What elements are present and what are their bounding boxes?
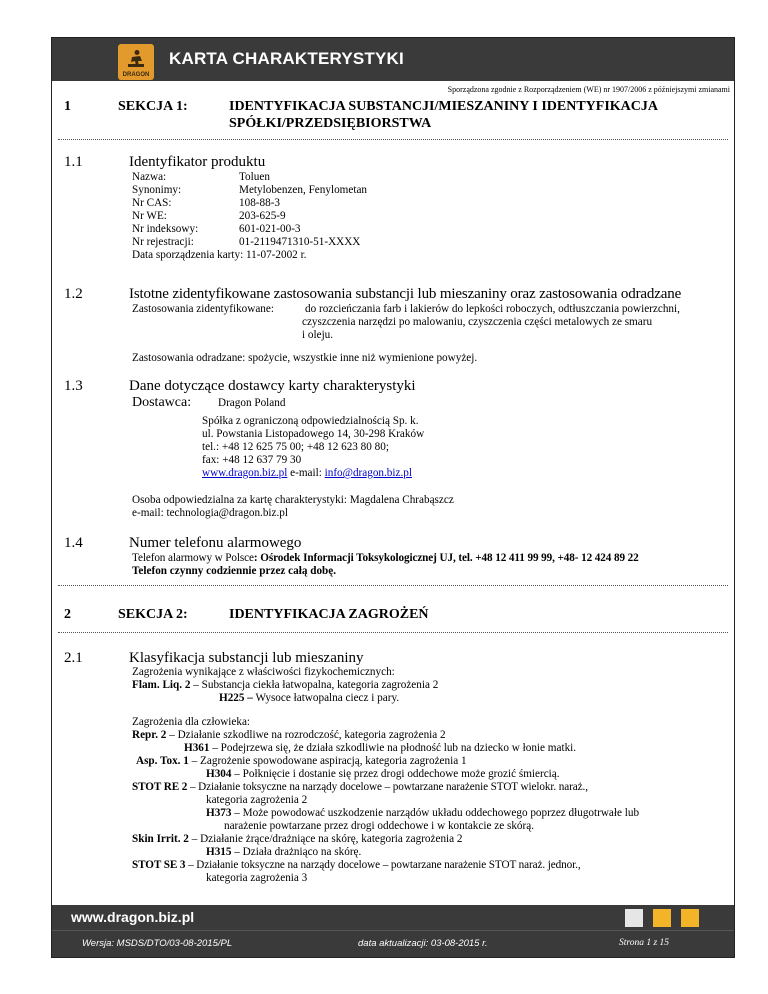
subsection-title: Istotne zidentyfikowane zastosowania substancji lub mieszaniny oraz zastosowania odradzane — [129, 286, 682, 302]
field-label: Nr WE: — [132, 210, 167, 222]
field-label: Nazwa: — [132, 171, 167, 183]
field-value: Toluen — [239, 171, 270, 183]
subsection-number: 2.1 — [64, 650, 83, 666]
hazard-class-line: Asp. Tox. 1 – Zagrożenie spowodowane aspiracją, kategoria zagrożenia 1 — [136, 755, 467, 767]
uses-label: Zastosowania zidentyfikowane: — [132, 303, 274, 315]
footer-square-icon — [653, 909, 671, 927]
logo-text: DRAGON — [122, 72, 150, 78]
divider — [58, 139, 728, 140]
dragon-logo — [118, 44, 154, 80]
divider — [58, 632, 728, 633]
hazard-class-cont: kategoria zagrożenia 2 — [206, 794, 308, 806]
uses-not-recommended: Zastosowania odradzane: spożycie, wszystkie inne niż wymienione powyżej. — [132, 352, 478, 364]
hazard-statement-line: H361 – Podejrzewa się, że działa szkodliwie na płodność lub na dziecko w łonie matki. — [184, 742, 577, 754]
header-bar — [52, 38, 734, 81]
hazard-statement-line: H225 – Wysoce łatwopalna ciecz i pary. — [219, 692, 400, 704]
hazard-statement-line: H315 – Działa drażniąco na skórę. — [206, 846, 362, 858]
hazard-statement-line: H304 – Połknięcie i dostanie się przez drogi oddechowe może grozić śmiercią. — [206, 768, 560, 780]
hazard-statement-line: H373 – Może powodować uszkodzenie narządów układu oddechowego poprzez długotrwałe lub — [206, 807, 640, 819]
field-label: Nr indeksowy: — [132, 223, 199, 235]
subsection-number: 1.2 — [64, 286, 83, 302]
supplier-address: ul. Powstania Listopadowego 14, 30-298 Kraków — [202, 428, 425, 440]
subsection-title: Klasyfikacja substancji lub mieszaniny — [129, 650, 364, 666]
uses-text: czyszczenia narzędzi po malowaniu, czyszczenia części metalowych ze smaru — [302, 316, 653, 328]
responsible-person: Osoba odpowiedzialna za kartę charakterystyki: Magdalena Chrabąszcz — [132, 494, 454, 506]
hazard-class-line: STOT SE 3 – Działanie toksyczne na narządy docelowe – powtarzane narażenie STOT naraż. jednor., — [132, 859, 581, 871]
field-value: 601-021-00-3 — [239, 223, 301, 235]
footer-page-number: Strona 1 z 15 — [619, 938, 670, 948]
footer-updated: data aktualizacji: 03-08-2015 r. — [358, 938, 488, 949]
section-title: IDENTYFIKACJA SUBSTANCJI/MIESZANINY I IDENTYFIKACJA — [229, 99, 659, 114]
subsection-title: Dane dotyczące dostawcy karty charakterystyki — [129, 378, 416, 394]
field-label: Synonimy: — [132, 184, 182, 196]
subsection-number: 1.4 — [64, 535, 83, 551]
responsible-email: e-mail: technologia@dragon.biz.pl — [132, 507, 289, 519]
footer-version: Wersja: MSDS/DTO/03-08-2015/PL — [82, 938, 233, 949]
supplier-tel: tel.: +48 12 625 75 00; +48 12 623 80 80; — [202, 441, 389, 453]
supplier-legal: Spółka z ograniczoną odpowiedzialnością Sp. k. — [202, 415, 419, 427]
field-value: Metylobenzen, Fenylometan — [239, 184, 368, 196]
divider — [58, 585, 728, 586]
footer-square-icon — [625, 909, 643, 927]
footer-website-link[interactable]: www.dragon.biz.pl — [71, 909, 195, 925]
footer-bar — [52, 905, 734, 957]
hazard-statement-cont: narażenie powtarzane przez drogi oddechowe i w kontakcie ze skórą. — [224, 820, 534, 832]
supplier-company: Dragon Poland — [218, 397, 286, 409]
hazard-class-line: Repr. 2 – Działanie szkodliwe na rozrodczość, kategoria zagrożenia 2 — [132, 729, 446, 741]
emergency-prefix: Telefon alarmowy w Polsce — [132, 552, 254, 564]
date-line: Data sporządzenia karty: 11-07-2002 r. — [132, 249, 307, 261]
field-label: Nr rejestracji: — [132, 236, 194, 248]
section-title: IDENTYFIKACJA ZAGROŻEŃ — [229, 607, 429, 622]
uses-text: do rozcieńczania farb i lakierów do lepkości roboczych, odtłuszczania powierzchni, — [305, 303, 680, 315]
email-label: e-mail: — [290, 467, 322, 479]
subsection-title: Identyfikator produktu — [129, 154, 266, 170]
footer-divider — [52, 930, 734, 931]
uses-text: i oleju. — [302, 329, 334, 341]
emergency-hours: Telefon czynny codziennie przez całą dobę. — [132, 565, 337, 577]
field-value: 108-88-3 — [239, 197, 281, 209]
subsection-number: 1.1 — [64, 154, 83, 170]
footer-square-icon — [681, 909, 699, 927]
section-label: SEKCJA 2: — [118, 607, 188, 622]
field-value: 01-2119471310-51-XXXX — [239, 236, 361, 248]
hazard-class-line: STOT RE 2 – Działanie toksyczne na narządy docelowe – powtarzane narażenie STOT wielokr. naraż., — [132, 781, 588, 793]
supplier-label: Dostawca: — [132, 395, 192, 410]
email-link[interactable]: info@dragon.biz.pl — [324, 467, 412, 479]
dragon-figure-icon — [126, 49, 146, 69]
subsection-title: Numer telefonu alarmowego — [129, 535, 302, 551]
hazard-class-line: Flam. Liq. 2 – Substancja ciekła łatwopalna, kategoria zagrożenia 2 — [132, 679, 439, 691]
document-page — [51, 37, 735, 958]
subsection-number: 1.3 — [64, 378, 83, 394]
supplier-fax: fax: +48 12 637 79 30 — [202, 454, 302, 466]
section-number: 1 — [64, 99, 71, 114]
field-value: 203-625-9 — [239, 210, 286, 222]
human-hazards-intro: Zagrożenia dla człowieka: — [132, 716, 251, 728]
supplier-contact-line — [202, 467, 412, 480]
phys-hazards-intro: Zagrożenia wynikające z właściwości fizykochemicznych: — [132, 666, 395, 678]
section-label: SEKCJA 1: — [118, 99, 188, 114]
website-link[interactable]: www.dragon.biz.pl — [202, 467, 288, 479]
document-title: KARTA CHARAKTERYSTYKI — [169, 49, 404, 68]
section-number: 2 — [64, 607, 71, 622]
section-title-cont: SPÓŁKI/PRZEDSIĘBIORSTWA — [229, 116, 432, 131]
regulation-note: Sporządzona zgodnie z Rozporządzeniem (WE) nr 1907/2006 z późniejszymi zmianami — [447, 85, 730, 94]
emergency-phone-line — [132, 552, 639, 565]
hazard-class-cont: kategoria zagrożenia 3 — [206, 872, 308, 884]
hazard-class-line: Skin Irrit. 2 – Działanie żrące/drażniące na skórę, kategoria zagrożenia 2 — [132, 833, 463, 845]
emergency-center: : Ośrodek Informacji Toksykologicznej UJ, tel. +48 12 411 99 99, +48- 12 424 89 22 — [253, 552, 639, 564]
field-label: Nr CAS: — [132, 197, 172, 209]
